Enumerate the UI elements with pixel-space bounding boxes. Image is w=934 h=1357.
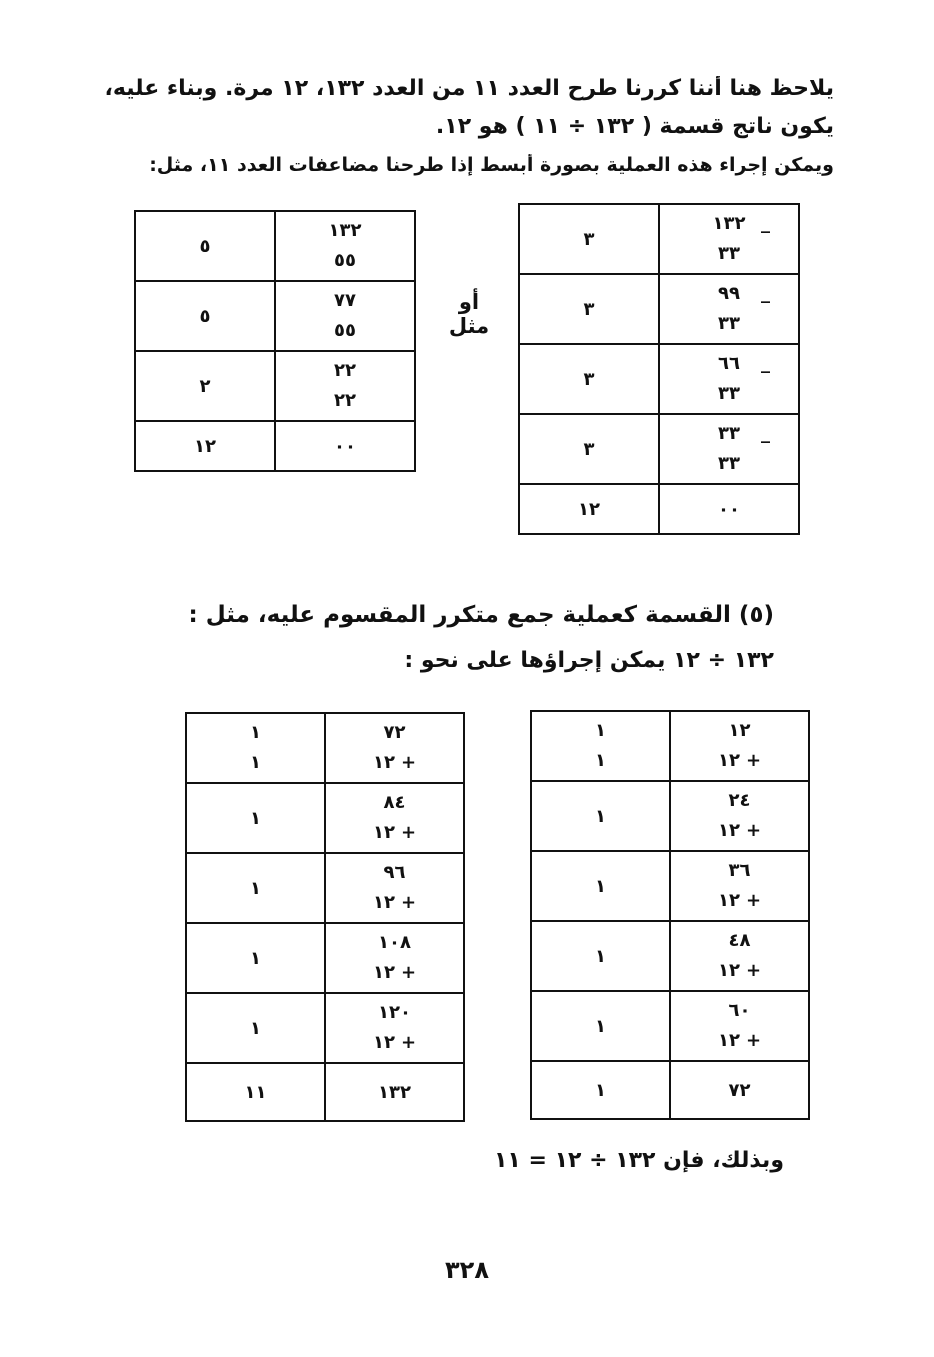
minus-sign: _ bbox=[761, 213, 770, 234]
plus-sign: + bbox=[400, 1032, 417, 1053]
paragraph-2: يكون ناتج قسمة ( ١٣٢ ÷ ١١ ) هو ١٢. bbox=[435, 114, 834, 139]
plus-sign: + bbox=[745, 890, 762, 911]
count-cell bbox=[531, 711, 670, 781]
table-row bbox=[186, 923, 464, 993]
running-sum: ٢٤ bbox=[728, 790, 751, 811]
addend: ١٢ bbox=[372, 822, 395, 843]
table-row bbox=[135, 211, 415, 281]
plus-sign: + bbox=[400, 892, 417, 913]
subtrahend: ٥٥ bbox=[334, 250, 356, 271]
minus-sign: _ bbox=[761, 283, 770, 304]
minus-sign: _ bbox=[761, 423, 770, 444]
minuend: ١٣٢ bbox=[712, 213, 746, 234]
addend: ١٢ bbox=[717, 960, 740, 981]
minuend: ٩٩ bbox=[718, 283, 740, 304]
running-sum: ٣٦ bbox=[728, 860, 751, 881]
operation-cell bbox=[659, 344, 799, 414]
or-like-label: أو مثل bbox=[448, 290, 490, 338]
paragraph-3: ويمكن إجراء هذه العملية بصورة أبسط إذا طرحنا مضاعفات العدد ١١، مثل: bbox=[149, 154, 834, 176]
running-sum: ١٠٨ bbox=[378, 932, 411, 953]
minuend: ٣٣ bbox=[718, 423, 740, 444]
running-sum: ٤٨ bbox=[728, 930, 751, 951]
count-bottom: ١ bbox=[595, 750, 606, 771]
running-sum: ٩٦ bbox=[383, 862, 406, 883]
operation-cell bbox=[670, 781, 809, 851]
table-row bbox=[531, 1061, 809, 1119]
table-row bbox=[519, 274, 799, 344]
count-top: ١ bbox=[250, 722, 261, 743]
page-number: ٣٢٨ bbox=[445, 1256, 489, 1284]
count-cell: ٢ bbox=[135, 351, 275, 421]
count-cell: ١ bbox=[186, 783, 325, 853]
table-row bbox=[135, 281, 415, 351]
table-row bbox=[186, 783, 464, 853]
operation-cell bbox=[659, 414, 799, 484]
operation-cell bbox=[670, 711, 809, 781]
count-top: ١ bbox=[595, 720, 606, 741]
table-row bbox=[531, 991, 809, 1061]
operation-cell bbox=[325, 713, 464, 783]
addend: ١٢ bbox=[372, 892, 395, 913]
count-cell: ٣ bbox=[519, 414, 659, 484]
addend: ١٢ bbox=[372, 752, 395, 773]
subtraction-table-multiples bbox=[134, 210, 416, 472]
plus-sign: + bbox=[400, 752, 417, 773]
subtrahend: ٥٥ bbox=[334, 320, 356, 341]
count-bottom: ١ bbox=[250, 752, 261, 773]
table-row bbox=[186, 993, 464, 1063]
total-count-cell: ١٢ bbox=[519, 484, 659, 534]
count-cell: ١ bbox=[531, 781, 670, 851]
table-row bbox=[531, 921, 809, 991]
table-row bbox=[531, 711, 809, 781]
addend: ١٢ bbox=[372, 962, 395, 983]
minuend: ٧٧ bbox=[334, 290, 356, 311]
subtrahend: ٣٣ bbox=[718, 313, 740, 334]
conclusion: وبذلك، فإن ١٣٢ ÷ ١٢ = ١١ bbox=[493, 1148, 784, 1173]
plus-sign: + bbox=[400, 962, 417, 983]
total-count-cell: ١١ bbox=[186, 1063, 325, 1121]
plus-sign: + bbox=[400, 822, 417, 843]
subtraction-table-33 bbox=[518, 203, 800, 535]
addition-table-second bbox=[185, 712, 465, 1122]
count-cell: ١ bbox=[531, 851, 670, 921]
addend: ١٢ bbox=[372, 1032, 395, 1053]
remainder-cell: ٠٠ bbox=[659, 484, 799, 534]
running-sum-cell: ٧٢ bbox=[670, 1061, 809, 1119]
addition-table-first bbox=[530, 710, 810, 1120]
count-cell: ١ bbox=[186, 993, 325, 1063]
plus-sign: + bbox=[745, 750, 762, 771]
operation-cell bbox=[325, 853, 464, 923]
count-cell: ١ bbox=[186, 853, 325, 923]
subtrahend: ٣٣ bbox=[718, 453, 740, 474]
minuend: ١٣٢ bbox=[328, 220, 362, 241]
running-sum: ٦٠ bbox=[728, 1000, 751, 1021]
count-cell bbox=[186, 713, 325, 783]
total-count-cell: ١٢ bbox=[135, 421, 275, 471]
operation-cell bbox=[670, 991, 809, 1061]
paragraph-1: يلاحظ هنا أننا كررنا طرح العدد ١١ من العدد ١٣٢، ١٢ مرة. وبناء عليه، bbox=[104, 76, 834, 101]
remainder-cell: ٠٠ bbox=[275, 421, 415, 471]
count-cell: ١ bbox=[186, 923, 325, 993]
count-cell: ١ bbox=[531, 991, 670, 1061]
count-cell: ٣ bbox=[519, 274, 659, 344]
operation-cell bbox=[659, 274, 799, 344]
minuend: ٢٢ bbox=[334, 360, 356, 381]
minus-sign: _ bbox=[761, 353, 770, 374]
table-row bbox=[186, 1063, 464, 1121]
operation-cell bbox=[275, 211, 415, 281]
running-sum: ١٢٠ bbox=[378, 1002, 411, 1023]
table-row bbox=[531, 851, 809, 921]
plus-sign: + bbox=[745, 820, 762, 841]
running-sum: ٧٢ bbox=[383, 722, 406, 743]
table-row bbox=[519, 204, 799, 274]
subtrahend: ٣٣ bbox=[718, 243, 740, 264]
subtrahend: ٢٢ bbox=[334, 390, 356, 411]
table-row bbox=[519, 414, 799, 484]
table-row bbox=[186, 713, 464, 783]
addend: ١٢ bbox=[717, 890, 740, 911]
running-sum-cell: ١٣٢ bbox=[325, 1063, 464, 1121]
operation-cell bbox=[275, 351, 415, 421]
running-sum: ١٢ bbox=[728, 720, 751, 741]
table-row bbox=[135, 351, 415, 421]
section-5-subline: ١٣٢ ÷ ١٢ يمكن إجراؤها على نحو : bbox=[404, 648, 774, 673]
operation-cell bbox=[670, 921, 809, 991]
subtrahend: ٣٣ bbox=[718, 383, 740, 404]
minuend: ٦٦ bbox=[718, 353, 740, 374]
table-row bbox=[135, 421, 415, 471]
plus-sign: + bbox=[745, 1030, 762, 1051]
count-cell: ١ bbox=[531, 921, 670, 991]
count-cell: ٥ bbox=[135, 211, 275, 281]
addend: ١٢ bbox=[717, 820, 740, 841]
operation-cell bbox=[325, 923, 464, 993]
plus-sign: + bbox=[745, 960, 762, 981]
operation-cell bbox=[325, 783, 464, 853]
operation-cell bbox=[325, 993, 464, 1063]
count-cell: ٣ bbox=[519, 204, 659, 274]
count-cell: ١ bbox=[531, 1061, 670, 1119]
operation-cell bbox=[275, 281, 415, 351]
addend: ١٢ bbox=[717, 750, 740, 771]
section-5-heading: (٥) القسمة كعملية جمع متكرر المقسوم عليه، مثل : bbox=[188, 602, 774, 628]
table-row bbox=[519, 344, 799, 414]
count-cell: ٥ bbox=[135, 281, 275, 351]
table-row bbox=[186, 853, 464, 923]
operation-cell bbox=[670, 851, 809, 921]
count-cell: ٣ bbox=[519, 344, 659, 414]
operation-cell bbox=[659, 204, 799, 274]
addend: ١٢ bbox=[717, 1030, 740, 1051]
running-sum: ٨٤ bbox=[383, 792, 406, 813]
table-row bbox=[531, 781, 809, 851]
table-row bbox=[519, 484, 799, 534]
